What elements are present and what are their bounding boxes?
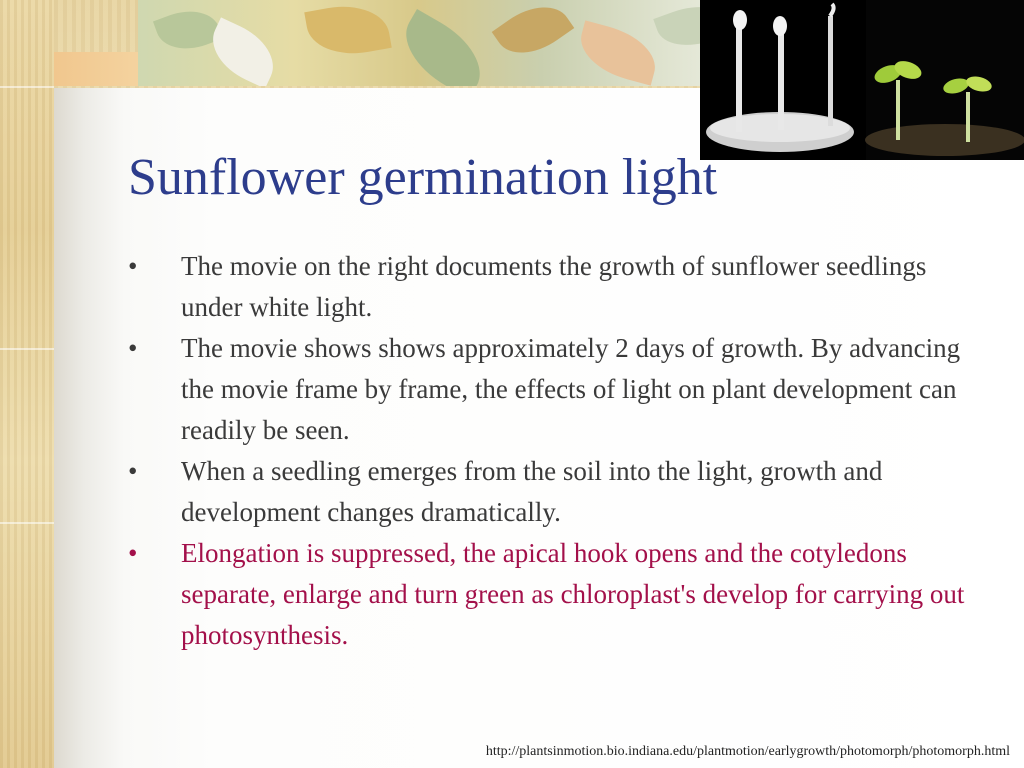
seedling-photo	[700, 0, 1024, 160]
bullet-dot-icon: •	[128, 251, 138, 281]
strip-divider	[0, 86, 54, 88]
seedling-photo-graphic	[700, 0, 1024, 160]
bullet-text: The movie on the right documents the growth of sunflower seedlings under white light.	[181, 251, 927, 322]
bullet-text: When a seedling emerges from the soil into the light, growth and development changes dramatically.	[181, 456, 883, 527]
leaf-shape	[492, 0, 575, 68]
bullet-dot-icon: •	[128, 456, 138, 486]
bullet-list	[128, 246, 988, 656]
source-url: http://plantsinmotion.bio.indiana.edu/plantmotion/earlygrowth/photomorph/photomorph.html	[485, 744, 1010, 759]
bullet-item	[128, 328, 988, 451]
strip-divider	[0, 522, 54, 524]
strip-divider	[0, 348, 54, 350]
bullet-item	[128, 451, 988, 533]
bullet-item-highlighted	[128, 533, 988, 656]
left-parchment-strip	[0, 0, 54, 768]
leaf-shape	[391, 9, 495, 86]
bullet-text: Elongation is suppressed, the apical hook opens and the cotyledons separate, enlarge and turn green as chloroplast's develop for carrying out photosynthesis.	[181, 538, 965, 650]
bullet-text: The movie shows shows approximately 2 days of growth. By advancing the movie frame by frame, the effects of light on plant development can readily be seen.	[181, 333, 961, 445]
leaf-shape	[153, 1, 223, 59]
leaf-banner-image	[138, 0, 758, 86]
bullet-dot-icon: •	[128, 333, 138, 363]
slide-title: Sunflower germination light	[128, 149, 718, 206]
bullet-item	[128, 246, 988, 328]
leaf-shape	[573, 20, 662, 85]
bullet-dot-icon: •	[128, 538, 138, 568]
leaf-shape	[304, 0, 391, 62]
